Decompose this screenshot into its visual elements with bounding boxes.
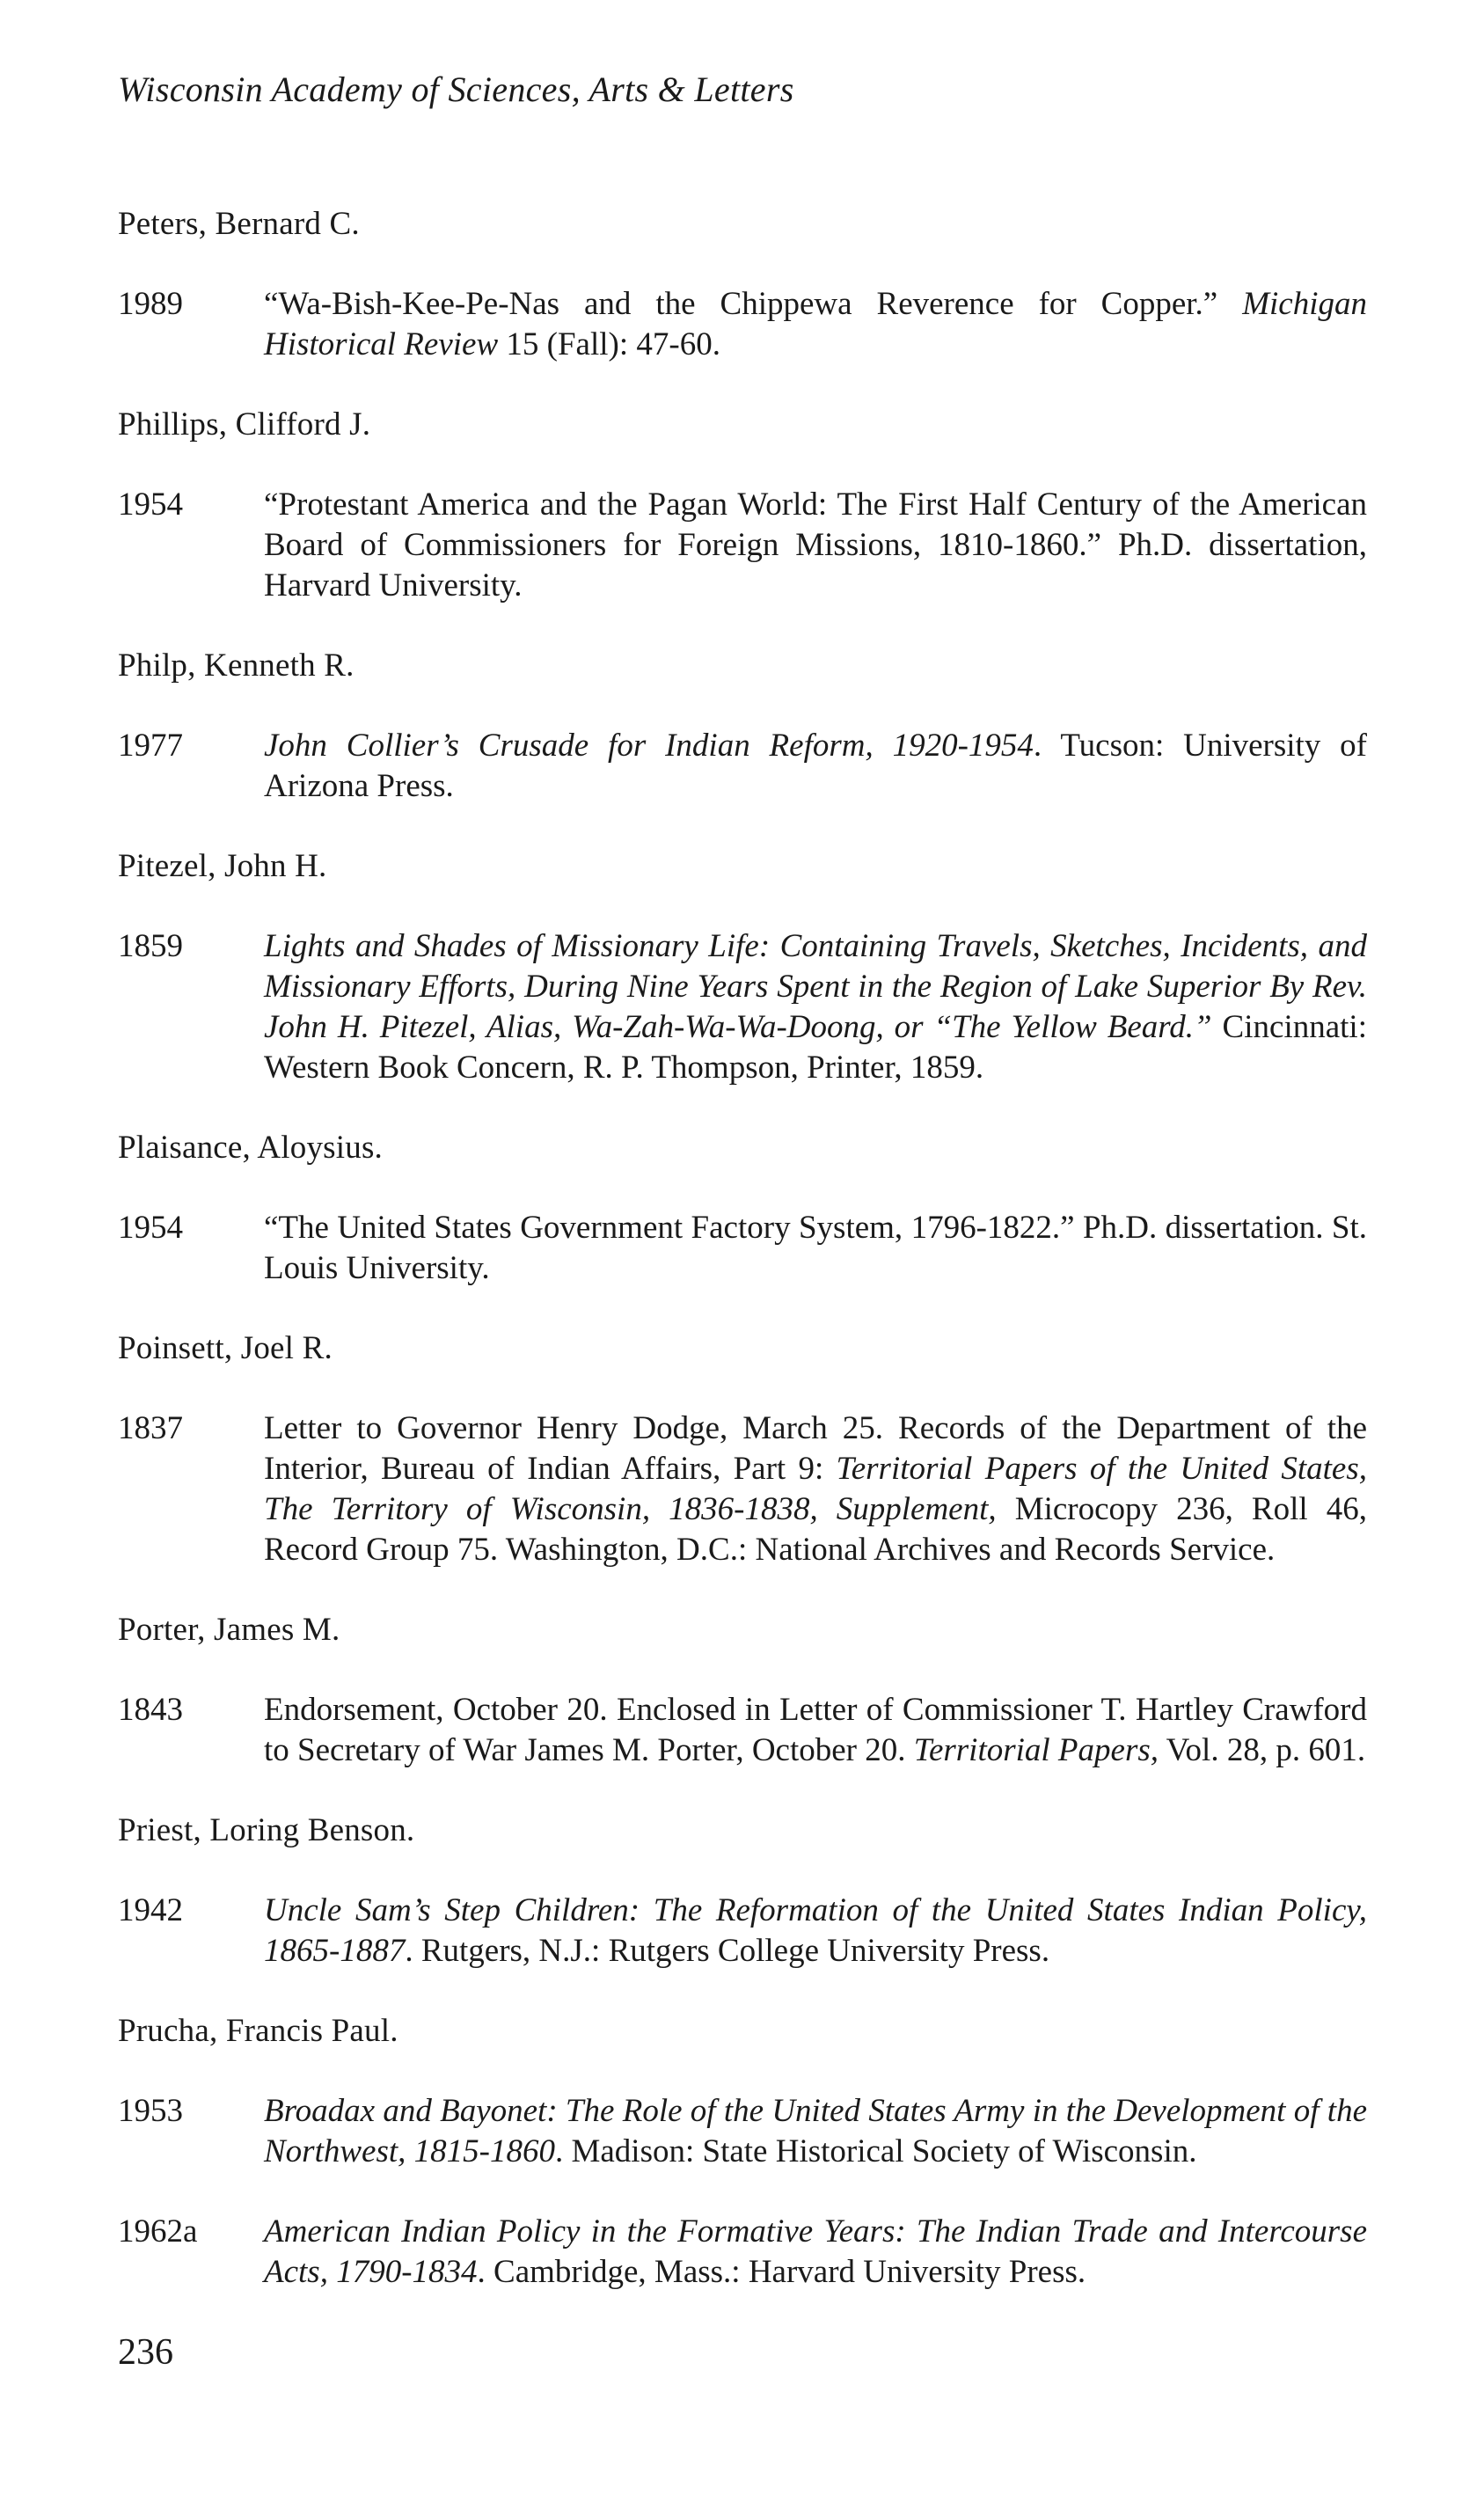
bibliography-list: [118, 204, 1367, 2332]
citation-year: 1962a: [118, 2213, 198, 2250]
citation-text: [264, 284, 1367, 365]
citation-title: American Indian Policy in the Formative Years: The Indian Trade and Intercourse Acts, 1790-1834: [264, 2213, 1367, 2290]
citation-entry: [118, 1408, 1367, 1570]
citation-text: [264, 2212, 1367, 2293]
citation-year: 1954: [118, 1210, 183, 1246]
citation-segment: Cincinnati: Western Book Concern, R. P. Thompson, Printer, 1859.: [264, 1009, 1367, 1086]
citation-title: John Collier’s Crusade for Indian Reform, 1920-1954: [264, 728, 1034, 764]
citation-segment: Vol. 28, p. 601.: [1159, 1732, 1366, 1768]
citation-text: [264, 726, 1367, 807]
citation-entry: [118, 1208, 1367, 1289]
citation-text: [264, 1208, 1367, 1289]
citation-year: 1989: [118, 286, 183, 322]
citation-entry: [118, 1891, 1367, 1972]
citation-text: [264, 1891, 1367, 1972]
author-name: Pitezel, John H.: [118, 848, 327, 884]
author-name: Plaisance, Aloysius.: [118, 1130, 384, 1166]
citation-segment: 15 (Fall): 47-60.: [498, 326, 720, 362]
citation-segment: . Cambridge, Mass.: Harvard University Press.: [477, 2254, 1086, 2290]
citation-segment: “Protestant America and the Pagan World: The First Half Century of the American Board of Commissioners for Foreign Missions, 1810-1860.” Ph.D. dissertation, Harvard University.: [264, 486, 1367, 604]
author-name: Philp, Kenneth R.: [118, 647, 355, 684]
citation-entry: [118, 1690, 1367, 1771]
citation-year: 1859: [118, 928, 183, 964]
author-name: Peters, Bernard C.: [118, 206, 360, 242]
citation-text: [264, 2091, 1367, 2172]
citation-year: 1977: [118, 728, 183, 764]
citation-segment: . Rutgers, N.J.: Rutgers College University Press.: [405, 1933, 1050, 1969]
citation-year: 1953: [118, 2093, 183, 2129]
citation-segment: . Madison: State Historical Society of Wisconsin.: [554, 2133, 1197, 2169]
running-head: Wisconsin Academy of Sciences, Arts & Letters: [118, 70, 794, 109]
page-number: 236: [118, 2332, 173, 2373]
citation-text: [264, 1408, 1367, 1570]
citation-entry: [118, 2091, 1367, 2172]
citation-year: 1942: [118, 1892, 183, 1928]
citation-title: Uncle Sam’s Step Children: The Reformation of the United States Indian Policy, 1865-1887: [264, 1892, 1367, 1969]
citation-text: [264, 926, 1367, 1088]
author-name: Prucha, Francis Paul.: [118, 2013, 398, 2049]
citation-segment: . Tucson: University of Arizona Press.: [264, 728, 1367, 804]
citation-title: Territorial Papers,: [913, 1732, 1159, 1768]
citation-title: Territorial Papers of the United States, The Territory of Wisconsin, 1836-1838, Supplement,: [264, 1451, 1367, 1527]
citation-entry: [118, 2212, 1367, 2293]
citation-title: Michigan Historical Review: [264, 286, 1367, 362]
citation-segment: “The United States Government Factory System, 1796-1822.” Ph.D. dissertation. St. Louis University.: [264, 1210, 1367, 1286]
author-name: Priest, Loring Benson.: [118, 1812, 415, 1848]
citation-segment: Endorsement, October 20. Enclosed in Letter of Commissioner T. Hartley Crawford to Secretary of War James M. Porter, October 20.: [264, 1692, 1367, 1768]
citation-year: 1954: [118, 486, 183, 523]
citation-entry: [118, 926, 1367, 1088]
citation-year: 1843: [118, 1692, 183, 1728]
citation-text: [264, 1690, 1367, 1771]
citation-year: 1837: [118, 1410, 183, 1446]
citation-segment: Microcopy 236, Roll 46, Record Group 75. Washington, D.C.: National Archives and Records Service.: [264, 1491, 1367, 1568]
author-name: Porter, James M.: [118, 1612, 340, 1648]
citation-entry: [118, 726, 1367, 807]
citation-title: Broadax and Bayonet: The Role of the United States Army in the Development of the Northwest, 1815-1860: [264, 2093, 1367, 2169]
citation-segment: “Wa-Bish-Kee-Pe-Nas and the Chippewa Reverence for Copper.”: [264, 286, 1243, 322]
citation-entry: [118, 485, 1367, 606]
citation-entry: [118, 284, 1367, 365]
author-name: Poinsett, Joel R.: [118, 1330, 333, 1366]
citation-segment: Letter to Governor Henry Dodge, March 25. Records of the Department of the Interior, Bureau of Indian Affairs, Part 9:: [264, 1410, 1367, 1487]
citation-title: Lights and Shades of Missionary Life: Containing Travels, Sketches, Incidents, and Missionary Efforts, During Nine Years Spent in the Region of Lake Superior By Rev. John H. Pitezel, Alias, Wa-Zah-Wa-Wa-Doong, or “The Yellow Beard.”: [264, 928, 1367, 1045]
citation-text: [264, 485, 1367, 606]
author-name: Phillips, Clifford J.: [118, 406, 371, 443]
